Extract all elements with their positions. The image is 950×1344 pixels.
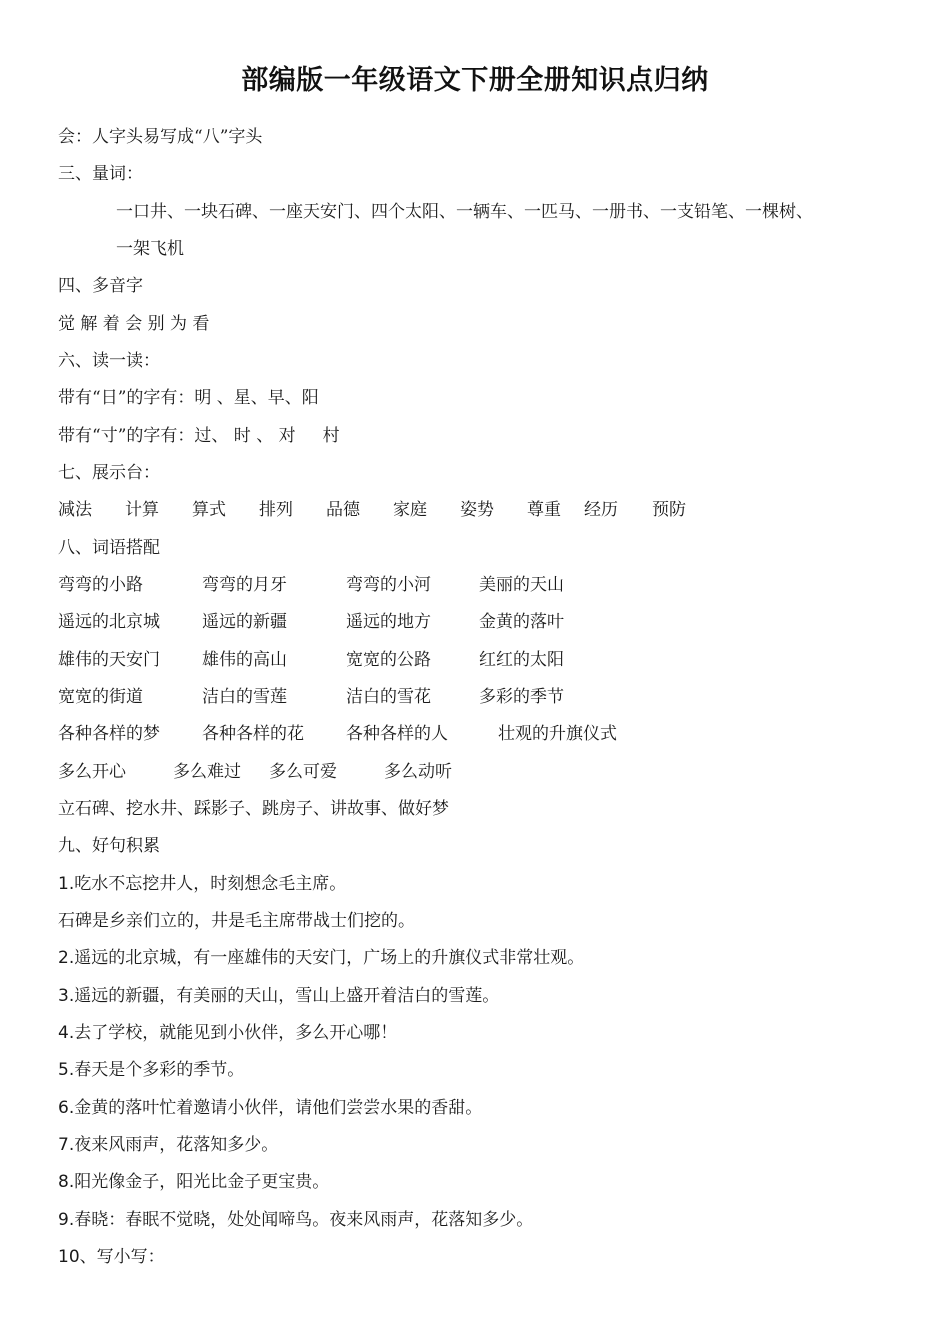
measure-words-line-1: 一口井、一块石碑、一座天安门、四个太阳、一辆车、一匹马、一册书、一支铅笔、一棵树、	[116, 202, 813, 222]
phrase: 各种各样的花	[202, 724, 304, 744]
section-heading-read: 六、读一读：	[58, 351, 160, 371]
sentence-item	[58, 1057, 244, 1083]
sentence-number: 3.	[58, 986, 75, 1006]
phrase: 遥远的新疆	[202, 612, 287, 632]
phrase: 洁白的雪莲	[202, 687, 287, 707]
showcase-word: 品德	[326, 500, 360, 520]
sentence-number: 9.	[58, 1210, 75, 1230]
sentence-text: 春晓：春眠不觉晓，处处闻啼鸟。夜来风雨声，花落知多少。	[74, 1210, 534, 1230]
phrase: 各种各样的梦	[58, 724, 160, 744]
showcase-word: 预防	[652, 500, 686, 520]
phrase: 金黄的落叶	[479, 612, 564, 632]
sentence-text: 去了学校，就能见到小伙伴，多么开心哪！	[74, 1023, 398, 1043]
section-heading-showcase: 七、展示台：	[58, 463, 160, 483]
showcase-word: 算式	[192, 500, 226, 520]
phrase: 洁白的雪花	[346, 687, 431, 707]
phrase: 多么难过	[173, 762, 241, 782]
phrase: 遥远的北京城	[58, 612, 160, 632]
showcase-word: 家庭	[393, 500, 427, 520]
phrase: 宽宽的公路	[346, 650, 431, 670]
phrase: 宽宽的街道	[58, 687, 143, 707]
phrase-row	[58, 759, 452, 785]
section-heading-measure-words: 三、量词：	[58, 164, 143, 184]
showcase-word: 尊重	[527, 500, 561, 520]
sentence-text: 春天是个多彩的季节。	[74, 1060, 245, 1080]
measure-words-line-2: 一架飞机	[116, 239, 184, 259]
sentence-item	[58, 1020, 397, 1046]
phrase: 遥远的地方	[346, 612, 431, 632]
sentence-number: 8.	[58, 1172, 75, 1192]
showcase-words-row	[58, 497, 686, 523]
showcase-word: 经历	[584, 500, 618, 520]
phrase-row	[58, 684, 564, 710]
sentence-text: 遥远的新疆，有美丽的天山，雪山上盛开着洁白的雪莲。	[74, 986, 500, 1006]
phrase: 雄伟的高山	[202, 650, 287, 670]
section-heading-polyphonic: 四、多音字	[58, 276, 143, 296]
showcase-word: 减法	[58, 500, 92, 520]
phrase-row	[58, 647, 564, 673]
sentence-text: 石碑是乡亲们立的，井是毛主席带战士们挖的。	[58, 911, 415, 931]
phrase-row	[58, 609, 564, 635]
phrase: 多么动听	[384, 762, 452, 782]
phrase: 多么开心	[58, 762, 126, 782]
sentence-text: 遥远的北京城，有一座雄伟的天安门，广场上的升旗仪式非常壮观。	[74, 948, 585, 968]
showcase-word: 姿势	[460, 500, 494, 520]
section-heading-phrases: 八、词语搭配	[58, 538, 160, 558]
phrase: 美丽的天山	[479, 575, 564, 595]
showcase-word: 排列	[259, 500, 293, 520]
sentence-item	[58, 1095, 482, 1121]
sentence-text: 夜来风雨声，花落知多少。	[74, 1135, 279, 1155]
sentence-number: 5.	[58, 1060, 75, 1080]
verb-phrase-line: 立石碑、挖水井、踩影子、跳房子、讲故事、做好梦	[58, 799, 449, 819]
sentence-number: 7.	[58, 1135, 75, 1155]
section-heading-writing	[58, 1244, 165, 1270]
sentence-item	[58, 983, 499, 1009]
phrase: 红红的太阳	[479, 650, 564, 670]
sentence-item	[58, 871, 346, 897]
sentence-number: 2.	[58, 948, 75, 968]
phrase: 弯弯的小河	[346, 575, 431, 595]
text-line-radical-note: 会：人字头易写成“八”字头	[58, 127, 263, 147]
phrase: 弯弯的月牙	[202, 575, 287, 595]
phrase: 壮观的升旗仪式	[498, 724, 617, 744]
sentence-item	[58, 1169, 329, 1195]
sentence-text: 金黄的落叶忙着邀请小伙伴，请他们尝尝水果的香甜。	[74, 1098, 483, 1118]
read-line-cun-radical: 带有“寸”的字有：过、 时 、 对 村	[58, 426, 340, 446]
phrase: 各种各样的人	[346, 724, 448, 744]
sentence-number: 4.	[58, 1023, 75, 1043]
showcase-word: 计算	[125, 500, 159, 520]
sentence-item	[58, 945, 584, 971]
sentence-text: 吃水不忘挖井人，时刻想念毛主席。	[74, 874, 347, 894]
sentence-text: 、写小写：	[79, 1247, 165, 1267]
phrase: 多彩的季节	[479, 687, 564, 707]
sentence-number: 6.	[58, 1098, 75, 1118]
sentence-item	[58, 908, 415, 934]
sentence-number: 10	[58, 1247, 80, 1267]
sentence-text: 阳光像金子，阳光比金子更宝贵。	[74, 1172, 330, 1192]
section-heading-sentences: 九、好句积累	[58, 836, 160, 856]
phrase-row	[58, 721, 617, 747]
polyphonic-chars: 觉 解 着 会 别 为 看	[58, 314, 210, 334]
sentence-item	[58, 1207, 533, 1233]
phrase: 弯弯的小路	[58, 575, 143, 595]
phrase-row	[58, 572, 564, 598]
phrase: 多么可爱	[269, 762, 337, 782]
sentence-number: 1.	[58, 874, 75, 894]
page-title: 部编版一年级语文下册全册知识点归纳	[241, 65, 709, 96]
read-line-sun-radical: 带有“日”的字有：明 、星、早、阳	[58, 388, 319, 408]
phrase: 雄伟的天安门	[58, 650, 160, 670]
sentence-item	[58, 1132, 278, 1158]
